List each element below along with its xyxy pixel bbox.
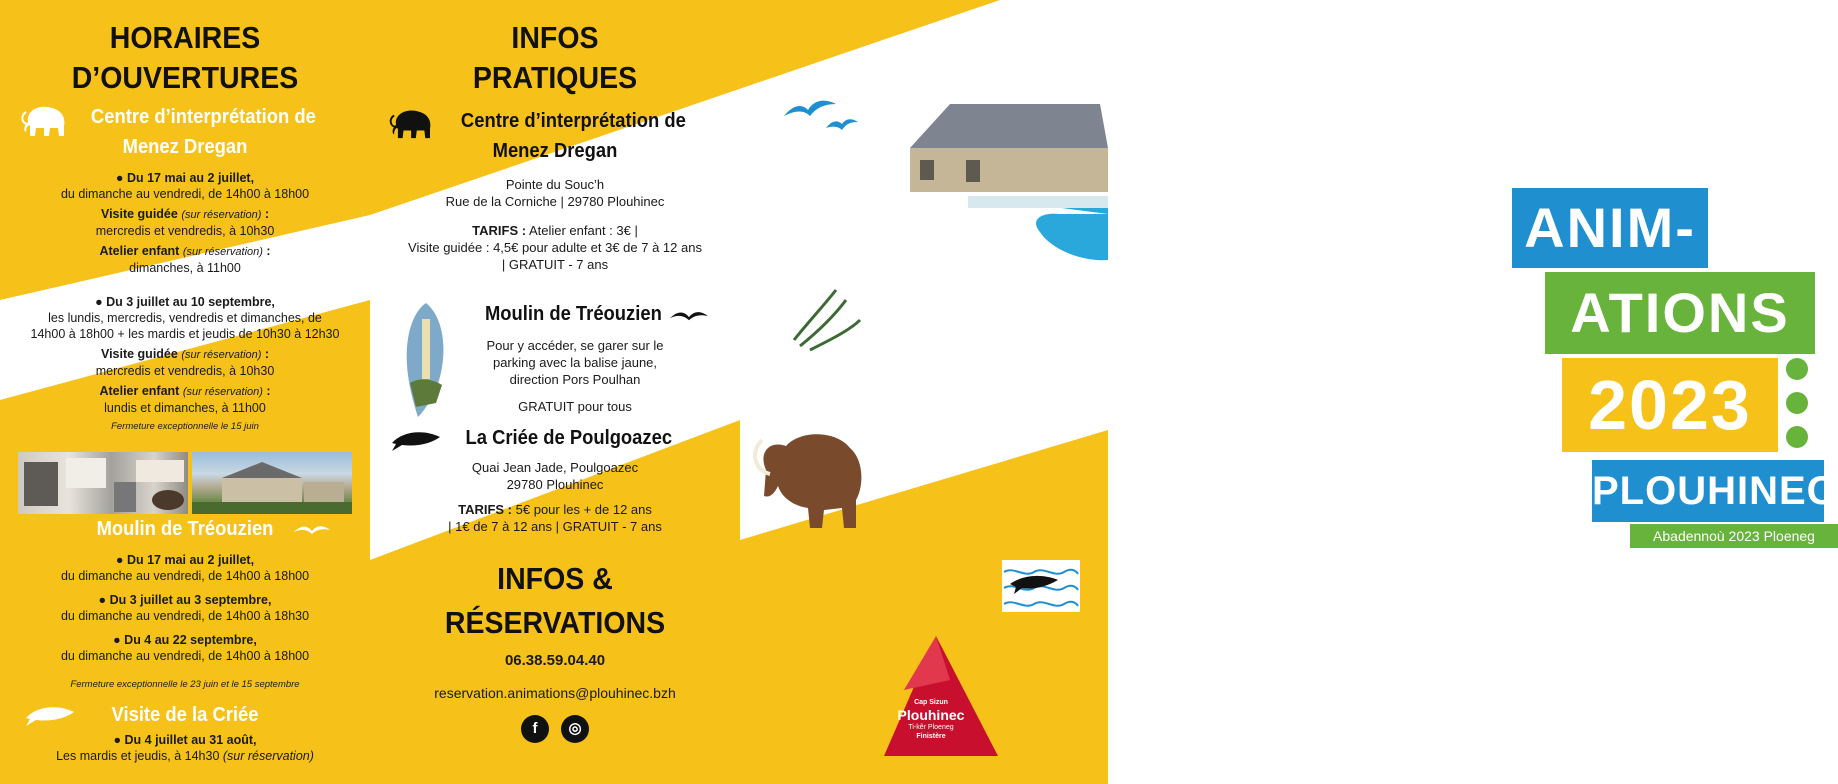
cover-banner-breton: Abadennoù 2023 Ploeneg [1630,524,1838,548]
menez-info-title-line-1: Centre d’interprétation de [460,110,686,132]
workshop-note: (sur réservation) [182,246,263,258]
criee-period-1-note: (sur réservation) [222,749,314,763]
menez-period-2-visit-line: mercredis et vendredis, à 10h30 [95,364,275,378]
cover-banner-ations: ATIONS [1545,272,1815,354]
contact-title-line-2: RÉSERVATIONS [444,605,666,640]
visit-note: (sur réservation) [181,349,262,361]
instagram-icon[interactable]: ◎ [561,715,589,743]
moulin-period-3-line: du dimanche au vendredi, de 14h00 à 18h00 [60,649,310,663]
menez-period-2-visit-label: Visite guidée (sur réservation) : [100,347,270,361]
email-link[interactable]: reservation.animations@plouhinec.bzh [434,685,676,701]
menez-period-1-visit-line: mercredis et vendredis, à 10h30 [95,224,275,238]
menez-period-2-line-1: les lundis, mercredis, vendredis et dimanches, de [48,311,322,325]
moulin-period-2-line: du dimanche au vendredi, de 14h00 à 18h30 [60,609,310,623]
moulin-access-3: direction Pors Poulhan [509,372,641,387]
menez-tarifs-line-1 [370,222,740,239]
cover-banner-anim: ANIM- [1512,188,1708,268]
museum-interior-photo [18,452,188,514]
phone-number[interactable]: 06.38.59.04.40 [504,652,606,669]
menez-address-1: Pointe du Souc’h [505,177,605,192]
info-column [370,0,740,743]
menez-period-2-line-2: 14h00 à 18h00 + les mardis et jeudis de 10h30 à 12h30 [30,327,340,341]
menez-period-1-workshop-line: dimanches, à 11h00 [129,261,241,275]
moulin-hours-title: Moulin de Tréouzien [96,518,274,540]
criee-period-1-line [0,748,370,764]
menez-period-1-visit-label: Visite guidée (sur réservation) : [100,207,270,221]
info-title-line-1: INFOS [511,20,599,55]
criee-address-2: 29780 Plouhinec [506,477,604,492]
seagull-icon [668,307,710,323]
menez-period-1-line: du dimanche au vendredi, de 14h00 à 18h00 [60,187,310,201]
moulin-info-title: Moulin de Tréouzien [484,303,662,325]
criee-address-1: Quai Jean Jade, Poulgoazec [471,460,639,475]
cover-column [740,0,1837,784]
menez-hours-title-line-1: Centre d’interprétation de [90,106,316,128]
hours-title-line-2: D’OUVERTURES [71,60,299,95]
moulin-period-1-line: du dimanche au vendredi, de 14h00 à 18h00 [60,569,310,583]
criee-hours-title: Visite de la Criée [111,704,259,726]
mill-building-photo [192,452,352,514]
seagull-icon [292,522,332,536]
cover-banner-town: PLOUHINEC [1592,460,1824,522]
menez-period-1-workshop-label: Atelier enfant (sur réservation) : [99,244,271,258]
plouhinec-logo [888,698,974,750]
visit-label: Visite guidée [100,207,178,221]
menez-tarifs-line-3: | GRATUIT - 7 ans [501,257,609,272]
menez-period-2-workshop-label: Atelier enfant (sur réservation) : [99,384,271,398]
menez-hours-title-line-2: Menez Dregan [122,136,248,158]
mill-building-illustration [192,452,352,514]
cover-banner-year: 2023 [1562,358,1778,452]
menez-address-2: Rue de la Corniche | 29780 Plouhinec [445,194,665,209]
info-title-line-2: PRATIQUES [472,60,638,95]
moulin-period-3-title: ● Du 4 au 22 septembre, [113,633,257,647]
moulin-access-2: parking avec la balise jaune, [492,355,658,370]
menez-period-2-title: ● Du 3 juillet au 10 septembre, [95,295,275,309]
menez-tarifs-line-2: Visite guidée : 4,5€ pour adulte et 3€ de 7 à 12 ans [408,240,702,255]
visit-label: Visite guidée [100,347,178,361]
logo-subtitle: Ti-kêr Ploeneg [908,724,954,731]
criee-info-title: La Criée de Poulgoazec [465,427,673,449]
moulin-access-1: Pour y accéder, se garer sur le [486,338,664,353]
menez-closure-note: Fermeture exceptionnelle le 15 juin [111,421,259,432]
criee-tarifs-line-2: | 1€ de 7 à 12 ans | GRATUIT - 7 ans [448,519,662,534]
contact-title-line-1: INFOS & [497,561,613,596]
cover-illustration [740,0,1108,784]
hours-title-line-1: HORAIRES [109,20,261,55]
hours-column [0,0,370,764]
workshop-label: Atelier enfant [99,244,180,258]
tarifs-label: TARIFS : [472,223,527,238]
menez-period-1-title: ● Du 17 mai au 2 juillet, [115,171,255,185]
workshop-label: Atelier enfant [99,384,180,398]
moulin-closure-note: Fermeture exceptionnelle le 23 juin et le 15 septembre [70,679,300,690]
moulin-period-1-title: ● Du 17 mai au 2 juillet, [115,553,255,567]
tarifs-adult: 5€ pour les + de 12 ans [515,502,652,517]
workshop-note: (sur réservation) [182,386,263,398]
criee-period-1-days: Les mardis et jeudis, à 14h30 [56,749,220,763]
logo-top: Cap Sizun [914,699,948,706]
social-links [370,715,740,743]
photo-strip [18,452,352,514]
facebook-icon[interactable]: f [521,715,549,743]
museum-interior-illustration [18,452,188,514]
visit-note: (sur réservation) [181,209,262,221]
logo-bottom: Finistère [916,733,946,740]
cover-dots [1786,358,1810,460]
tarifs-label: TARIFS : [458,502,513,517]
moulin-period-2-title: ● Du 3 juillet au 3 septembre, [98,593,272,607]
criee-tarifs-line-1 [370,501,740,518]
menez-period-2-workshop-line: lundis et dimanches, à 11h00 [104,401,266,415]
criee-period-1-title: ● Du 4 juillet au 31 août, [113,733,257,747]
logo-name: Plouhinec [897,707,965,723]
tarifs-workshop: Atelier enfant : 3€ | [528,223,638,238]
moulin-free: GRATUIT pour tous [518,399,632,414]
menez-info-title-line-2: Menez Dregan [492,140,618,162]
